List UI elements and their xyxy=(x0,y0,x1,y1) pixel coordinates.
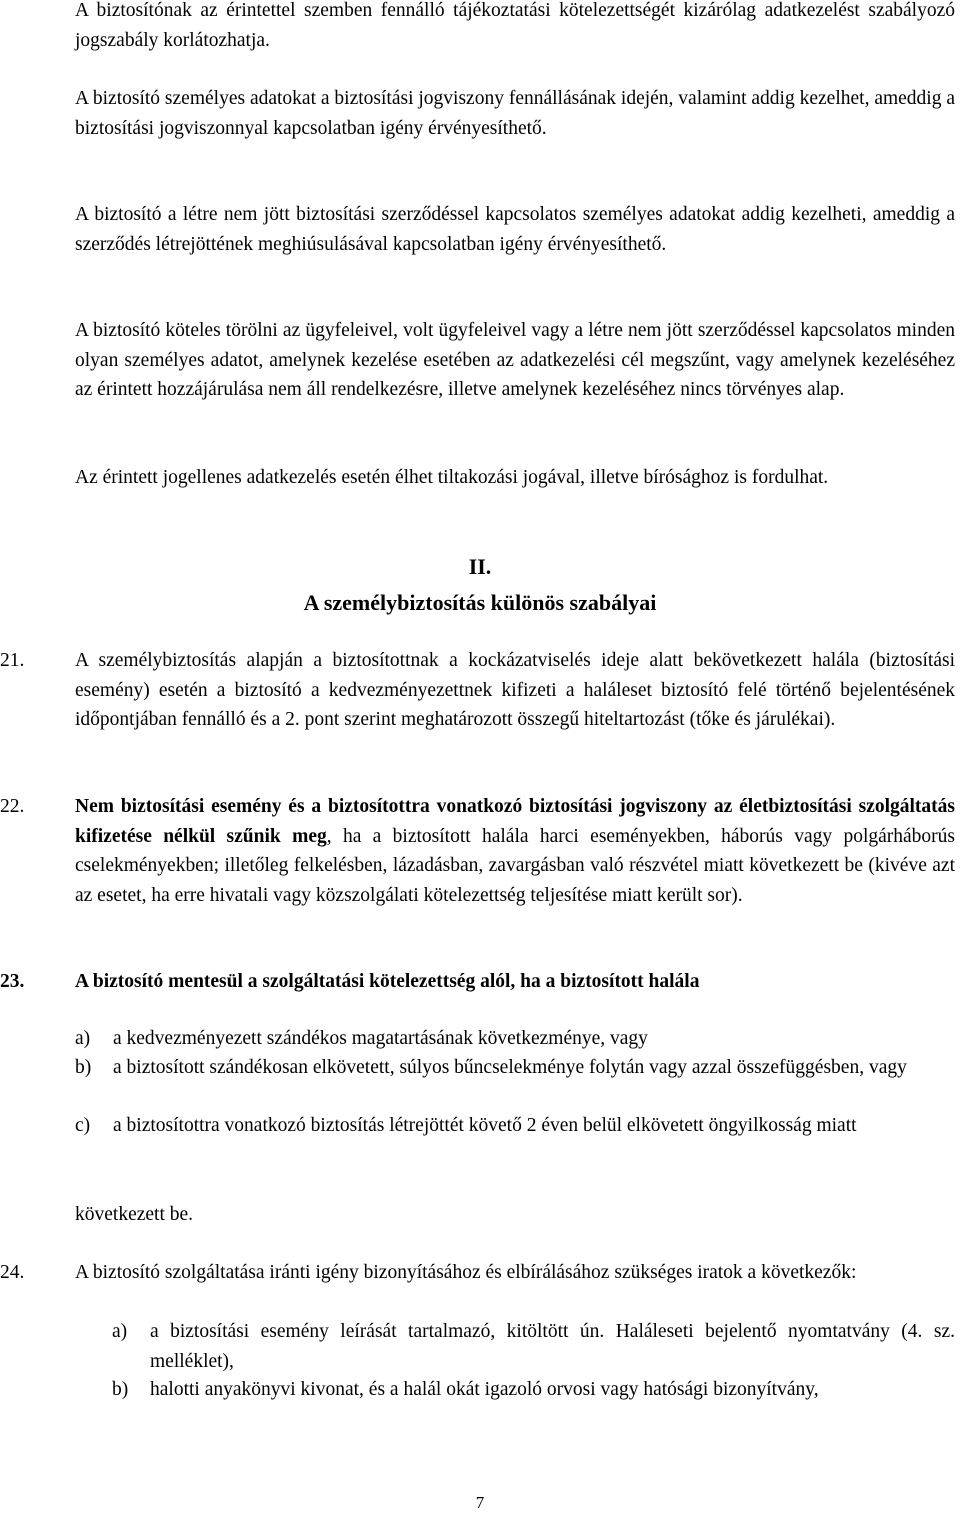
section-number: 22. xyxy=(0,796,25,817)
paragraph-failed-contract-data: A biztosító a létre nem jött biztosítási szerződéssel kapcsolatos személyes adatokat addig kezelheti, ameddig a szerződés létrejöttének meghiúsulásával kapcsolatban igény érvényesíthető. xyxy=(75,204,955,255)
list-item-text: halotti anyakönyvi kivonat, és a halál okát igazoló orvosi vagy hatósági bizonyítvány, xyxy=(150,1379,819,1400)
list-item-text: a biztosítottra vonatkozó biztosítás létrejöttét követő 2 éven belül elkövetett öngyilkosság miatt xyxy=(113,1115,857,1136)
list-item-label: c) xyxy=(75,1115,91,1136)
section-number: 21. xyxy=(0,650,25,671)
chapter-number: II. xyxy=(468,554,492,579)
section-text: A személybiztosítás alapján a biztosítottnak a kockázatviselés ideje alatt bekövetkezett halála (biztosítási esemény) esetén a biztosító a kedvezményezettnek kifizeti a haláleset biztosító felé történő bejelentésének időpontjában fennálló és a 2. pont szerint meghatározott összegű hiteltartozást (tőke és járulékai). xyxy=(75,650,955,730)
list-item-label: b) xyxy=(75,1057,92,1078)
section-number: 23. xyxy=(0,971,25,992)
section-number: 24. xyxy=(0,1262,25,1283)
section-bold-text: Nem biztosítási esemény és a biztosítottra vonatkozó biztosítási jogviszony az életbiztosítási szolgáltatás kifizetése nélkül szűnik meg xyxy=(75,796,955,847)
paragraph-data-retention: A biztosító személyes adatokat a biztosítási jogviszony fennállásának idején, valamint addig kezelhet, ameddig a biztosítási jogviszonnyal kapcsolatban igény érvényesíthető. xyxy=(75,88,955,139)
list-item-text: a biztosított szándékosan elkövetett, súlyos bűncselekménye folytán vagy azzal összefüggésben, vagy xyxy=(113,1057,907,1078)
list-item-label: a) xyxy=(112,1321,128,1342)
list-item-label: b) xyxy=(112,1379,129,1400)
paragraph-objection-right: Az érintett jogellenes adatkezelés esetén élhet tiltakozási jogával, illetve bírósághoz is fordulhat. xyxy=(75,467,829,488)
list-item-label: a) xyxy=(75,1028,91,1049)
section-23-tail: következett be. xyxy=(75,1204,194,1225)
section-bold-text: A biztosító mentesül a szolgáltatási kötelezettség alól, ha a biztosított halála xyxy=(75,971,700,992)
list-item-text: a biztosítási esemény leírását tartalmazó, kitöltött ún. Haláleseti bejelentő nyomtatvány (4. sz. melléklet), xyxy=(150,1321,955,1372)
section-text xyxy=(75,792,955,910)
page-number: 7 xyxy=(475,1493,485,1512)
section-regular-text: , ha a biztosított halála harci eseményekben, háborús vagy polgárháborús cselekményekben; illetőleg felkelésben, lázadásban, zavargásban való részvétel miatt következett be (kivéve azt az esetet, ha erre hivatali vagy közszolgálati kötelezettség teljesítése miatt került sor). xyxy=(75,825,955,906)
list-item-text: a kedvezményezett szándékos magatartásának következménye, vagy xyxy=(113,1028,648,1049)
section-text: A biztosító szolgáltatása iránti igény bizonyításához és elbírálásához szükséges iratok a következők: xyxy=(75,1262,857,1283)
paragraph-information-obligation: A biztosítónak az érintettel szemben fennálló tájékoztatási kötelezettségét kizárólag adatkezelést szabályozó jogszabály korlátozhatja. xyxy=(75,0,955,51)
chapter-title: A személybiztosítás különös szabályai xyxy=(303,590,657,615)
paragraph-data-deletion: A biztosító köteles törölni az ügyfeleivel, volt ügyfeleivel vagy a létre nem jött szerződéssel kapcsolatos minden olyan személyes adatot, amelynek kezelése esetében az adatkezelési cél megszűnt, vagy amelynek kezeléséhez az érintett hozzájárulása nem áll rendelkezésre, illetve amelynek kezeléséhez nincs törvényes alap. xyxy=(75,320,955,400)
